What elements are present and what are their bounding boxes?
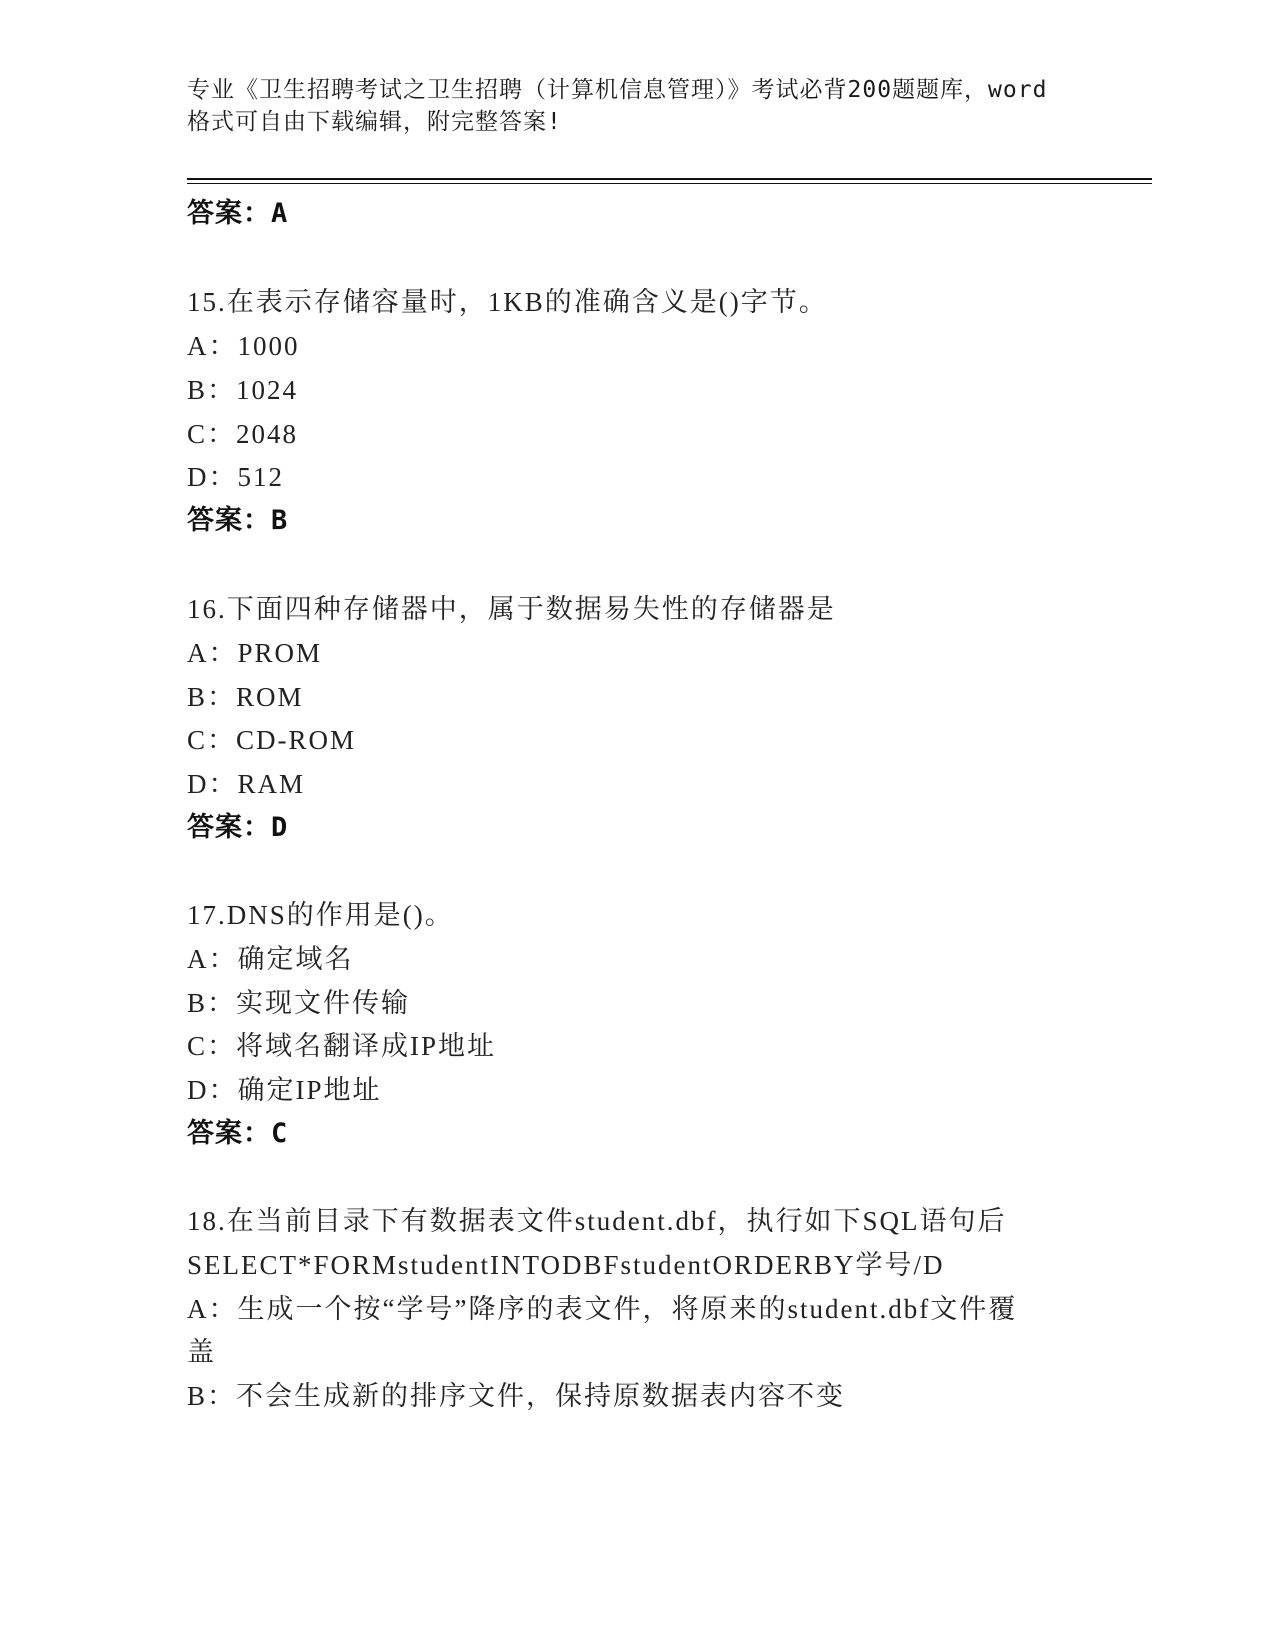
q16-option-b: B：ROM bbox=[187, 682, 304, 712]
answer-q17: 答案：C bbox=[187, 1118, 289, 1149]
header-divider-thin bbox=[187, 183, 1152, 184]
q16-option-a: A：PROM bbox=[187, 638, 323, 668]
question-15: 15.在表示存储容量时，1KB的准确含义是()字节。 bbox=[187, 287, 828, 317]
question-18: 18.在当前目录下有数据表文件student.dbf，执行如下SQL语句后 bbox=[187, 1206, 1007, 1236]
q15-option-a: A：1000 bbox=[187, 331, 300, 361]
q18-sql-statement: SELECT*FORMstudentINTODBFstudentORDERBY学号/D bbox=[187, 1250, 945, 1280]
question-17: 17.DNS的作用是()。 bbox=[187, 900, 454, 930]
header-divider-thick bbox=[187, 178, 1152, 180]
q16-option-c: C：CD-ROM bbox=[187, 725, 357, 755]
q16-option-d: D：RAM bbox=[187, 769, 306, 799]
q17-option-d: D：确定IP地址 bbox=[187, 1075, 382, 1105]
answer-q16: 答案：D bbox=[187, 812, 289, 843]
document-header bbox=[187, 74, 1087, 138]
q15-option-d: D：512 bbox=[187, 462, 284, 492]
q15-option-b: B：1024 bbox=[187, 375, 299, 405]
q15-option-c: C：2048 bbox=[187, 419, 299, 449]
answer-q14: 答案：A bbox=[187, 198, 289, 229]
question-16: 16.下面四种存储器中，属于数据易失性的存储器是 bbox=[187, 594, 836, 624]
q18-option-b: B：不会生成新的排序文件，保持原数据表内容不变 bbox=[187, 1381, 846, 1411]
header-line-2: 格式可自由下载编辑，附完整答案! bbox=[187, 109, 562, 135]
answer-q15: 答案：B bbox=[187, 505, 289, 536]
q17-option-c: C：将域名翻译成IP地址 bbox=[187, 1031, 497, 1061]
q17-option-a: A：确定域名 bbox=[187, 944, 354, 974]
header-line-1: 专业《卫生招聘考试之卫生招聘（计算机信息管理）》考试必背200题题库，word bbox=[187, 77, 1048, 103]
q18-option-a-line-2: 盖 bbox=[187, 1337, 216, 1367]
q18-option-a-line-1: A：生成一个按“学号”降序的表文件，将原来的student.dbf文件覆 bbox=[187, 1294, 1018, 1324]
q17-option-b: B：实现文件传输 bbox=[187, 988, 411, 1018]
